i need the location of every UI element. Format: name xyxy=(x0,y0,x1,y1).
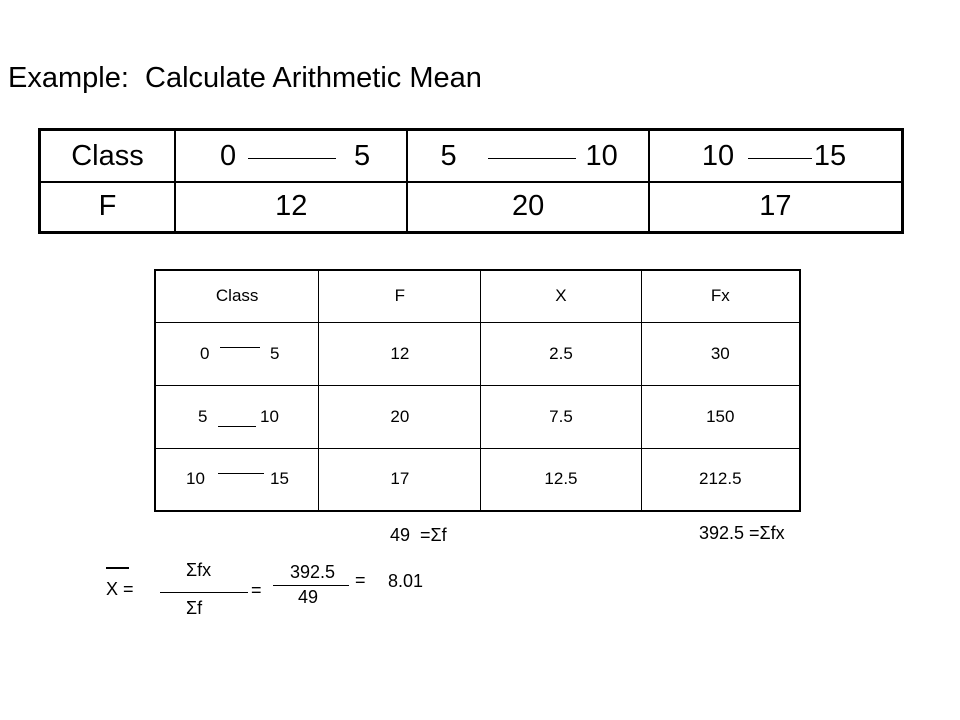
range-from: 10 xyxy=(701,140,735,172)
frequency-cell: 17 xyxy=(319,448,481,511)
formula-denominator: Σf xyxy=(186,598,203,618)
class-range-cell xyxy=(407,130,648,183)
range-dash xyxy=(218,426,256,427)
table-row xyxy=(40,130,903,183)
formula-numerator: Σfx xyxy=(186,560,212,580)
fx-cell: 212.5 xyxy=(641,448,800,511)
class-range-cell xyxy=(175,130,408,183)
range-from: 5 xyxy=(440,140,457,172)
class-range-cell xyxy=(155,322,319,385)
result-value: 8.01 xyxy=(388,571,424,591)
sum-fx-label: 392.5 =Σfx xyxy=(699,523,785,543)
range-from: 0 xyxy=(219,140,237,172)
table-row xyxy=(155,448,800,511)
midpoint-cell: 2.5 xyxy=(481,322,641,385)
range-from: 10 xyxy=(186,469,205,489)
midpoint-cell: 12.5 xyxy=(481,448,641,511)
equals-sign: = xyxy=(251,580,262,600)
column-header: Fx xyxy=(641,270,800,322)
range-dash xyxy=(220,347,260,348)
midpoint-cell: 7.5 xyxy=(481,385,641,448)
xbar-overline xyxy=(106,567,129,569)
header-row xyxy=(155,270,800,322)
frequency-cell: 17 xyxy=(649,182,903,232)
range-dash xyxy=(248,158,336,159)
range-dash xyxy=(748,158,812,159)
numerator-value: 392.5 xyxy=(290,562,336,582)
denominator-value: 49 xyxy=(298,587,319,607)
column-header: Class xyxy=(155,270,319,322)
table-row xyxy=(155,385,800,448)
fx-cell: 30 xyxy=(641,322,800,385)
frequency-cell: 12 xyxy=(175,182,408,232)
column-header: F xyxy=(319,270,481,322)
frequency-cell: 20 xyxy=(407,182,648,232)
fx-cell: 150 xyxy=(641,385,800,448)
range-dash xyxy=(218,473,264,474)
table-row xyxy=(155,322,800,385)
page-title: Example: Calculate Arithmetic Mean xyxy=(8,62,482,94)
table-row xyxy=(40,182,903,232)
column-header: X xyxy=(481,270,641,322)
class-header-cell: Class xyxy=(40,130,175,183)
range-from: 5 xyxy=(198,406,208,426)
class-range-cell xyxy=(649,130,903,183)
range-to: 5 xyxy=(270,343,280,363)
range-to: 10 xyxy=(260,406,279,426)
range-to: 10 xyxy=(585,140,618,172)
frequency-cell: 20 xyxy=(319,385,481,448)
range-from: 0 xyxy=(200,343,210,363)
equals-sign: = xyxy=(355,570,366,590)
fraction-bar xyxy=(273,585,349,586)
range-dash xyxy=(488,158,576,159)
range-to: 15 xyxy=(270,469,289,489)
calculation-table xyxy=(154,269,801,512)
frequency-header-cell: F xyxy=(40,182,175,232)
class-frequency-table xyxy=(38,128,904,234)
range-to: 5 xyxy=(353,140,371,172)
frequency-cell: 12 xyxy=(319,322,481,385)
range-to: 15 xyxy=(813,140,847,172)
xbar-label: X = xyxy=(106,579,134,599)
sum-f-label: 49 =Σf xyxy=(390,525,447,545)
fraction-bar xyxy=(160,592,248,593)
class-range-cell xyxy=(155,448,319,511)
class-range-cell xyxy=(155,385,319,448)
